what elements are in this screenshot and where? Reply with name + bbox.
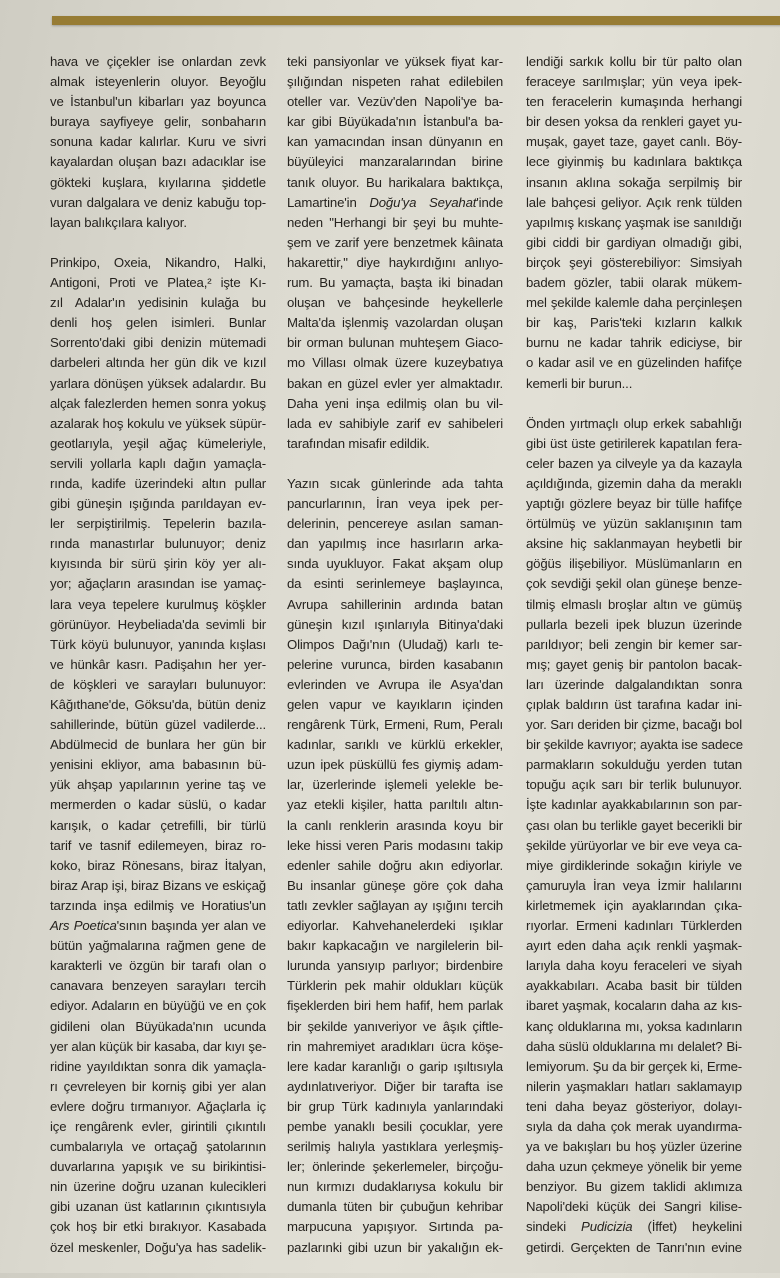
text-line: mo Villası olmak üzere kuzeybatıya	[287, 355, 503, 371]
text-line: ediyor. Adaların en büyüğü ve en çok	[50, 998, 266, 1014]
text-line: göğüs ilişebiliyor. Müslümanların en	[526, 556, 742, 572]
text-line: evlere doğru tırmanıyor. Ağaçlarla iç	[50, 1098, 266, 1114]
text-line: feraceye sarılmışlar; yün veya ipek-	[526, 74, 742, 90]
text-line: darbeleri altında her gün dik ve kızıl	[50, 355, 266, 371]
text-line: kan yamacından insan dünyanın en	[287, 134, 503, 150]
text-span: Lamartine'in	[287, 194, 370, 210]
header-rule	[52, 16, 780, 25]
text-line: sında uyukluyor. Fakat akşam olup	[287, 556, 503, 572]
text-line: bütün yağmalarına rağmen gene de	[50, 938, 266, 954]
text-line: biraz Arap işi, biraz Bizans ve eskiçağ	[50, 877, 266, 893]
text-line: Önden yırtmaçlı olup erkek sabahlığı	[526, 415, 742, 431]
text-line: Türklerin pek mahir oldukları küçük	[287, 978, 503, 994]
text-line: bir şekilde yanıveriyor ve âşık çiftle-	[287, 1018, 503, 1034]
text-line: ayakkabıları. Acaba basit bir tülden	[526, 978, 742, 994]
text-line: yaz etekli kişiler, hatta parıltılı altın-	[287, 797, 503, 813]
text-line: canavara benzeyen sarayları tercih	[50, 978, 266, 994]
text-line: insanın aklına sokağa serpilmiş bir	[526, 174, 742, 190]
italic-title: Pudicizia	[581, 1219, 633, 1235]
text-line: birçok şeyi gösterebiliyor: Simsiyah	[526, 254, 742, 270]
text-line: rıyorlar. Ermeni kadınları Türklerden	[526, 918, 742, 934]
text-line: larıyla daha koyu feraceleri ve siyah	[526, 958, 742, 974]
text-line: pelerine vurunca, birden kasabanın	[287, 656, 503, 672]
text-line: aksine hiç saklanmayan heybetli bir	[526, 536, 742, 552]
text-line: kadınlar, sarıklı ve kürklü erkekler,	[287, 737, 503, 753]
text-column-3	[526, 52, 742, 1278]
text-line: ler; önlerinde şekerlemeler, birçoğu-	[287, 1159, 503, 1175]
text-line: büyüleyici manzaralarından birine	[287, 154, 503, 170]
text-line: cumbalarıyla ve ortaçağ şatolarının	[50, 1139, 266, 1155]
text-span: sindeki	[526, 1219, 582, 1235]
text-line: Abdülmecid de bunlara her gün bir	[50, 737, 266, 753]
text-line: ya ve bakışları bu hoş yüzler üzerine	[526, 1139, 742, 1155]
text-line	[287, 193, 503, 213]
text-line: İşte kadınlar ayakkabılarının son par-	[526, 797, 742, 813]
text-line: pembe yanaklı besili çocuklar, yere	[287, 1118, 503, 1134]
text-line: bakan en güzel evler yer almaktadır.	[287, 375, 503, 391]
paragraph	[287, 52, 503, 454]
text-line: pancurlarının, İran veya ipek per-	[287, 496, 503, 512]
text-line: burnu ne kadar tahrik ediciyse, bir	[526, 335, 742, 351]
text-line: ibaret yaşmak, kocaların daha az kıs-	[526, 998, 742, 1014]
text-line: ve hünkâr kasrı. Padişahın her yer-	[50, 656, 266, 672]
text-line: denli hoş gelen isimleri. Bunlar	[50, 315, 266, 331]
text-line: la canlı renklerin arasında koyu bir	[287, 817, 503, 833]
text-line: kayalardan oluşan bazı adacıklar ise	[50, 154, 266, 170]
text-line: Sorrento'daki gibi denizin mütemadi	[50, 335, 266, 351]
paragraph	[526, 52, 742, 394]
text-line: şekilde yürüyorlar ve bir eve veya ca-	[526, 837, 742, 853]
text-line: neden "Herhangi bir şeyi bu muhte-	[287, 214, 503, 230]
text-line: bir şekilde kavrıyor; ayakta ise sadece	[526, 737, 743, 753]
text-span: 'sının başında yer alan ve	[116, 918, 266, 934]
text-line: rında, kadife üzerindeki altın pullar	[50, 475, 266, 491]
text-line: alçak falezlerden hemen sonra yokuş	[50, 395, 266, 411]
text-line: sıyla da daha çok merak uyandırma-	[526, 1118, 742, 1134]
text-line: oteller var. Vezüv'den Napoli'ye ba-	[287, 94, 503, 110]
text-line: uzun ipek püsküllü fes giymiş adam-	[287, 757, 503, 773]
text-line: aydınlatıveriyor. Diğer bir tarafta ise	[287, 1078, 503, 1094]
text-line: servili yollarla kaplı dağın yamaçla-	[50, 455, 266, 471]
text-line: örtülmüş ve yüzün saklanışının tam	[526, 516, 742, 532]
text-line: yük ahşap yapılarının yerine taş ve	[50, 777, 266, 793]
text-line: bakır kapkacağın ve nargilelerin bil-	[287, 938, 503, 954]
text-line: ler serpiştirilmiş. Tepelerin bazıla-	[50, 516, 266, 532]
text-column-1	[50, 52, 266, 1278]
text-line: mış; gayet geniş bir pantolon bacak-	[526, 656, 742, 672]
text-line: ediyorlar. Kahvehanelerdeki ışıklar	[287, 918, 503, 934]
text-line: getirdi. Gerçekten de Tanrı'nın evine	[526, 1239, 742, 1255]
text-column-2	[287, 52, 503, 1278]
text-line: da esinti serinlemeye başlayınca,	[287, 576, 503, 592]
paragraph	[287, 474, 503, 1258]
text-line: azalarak hoş kokulu ve yüksek süpür-	[50, 415, 266, 431]
text-line: sahillerinde, bütün güzel vadilerde...	[50, 717, 266, 733]
text-line: tarafından misafir edildik.	[287, 435, 430, 451]
text-line: lece giyinmiş bu kadınlara baktıkça	[526, 154, 742, 170]
text-line: teni daha beyaz gösteriyor, dolayı-	[526, 1098, 742, 1114]
text-line: bir kaş, Paris'teki kızların kalkık	[526, 315, 742, 331]
text-line: şem ve zarif yere benzetmek kâinata	[287, 234, 503, 250]
italic-title: Doğu'ya Seyahat	[369, 194, 477, 210]
text-line: kıyısında bir sürü şirin köy yer alı-	[50, 556, 266, 572]
text-line: parmakların sokulduğu yerden tutan	[526, 757, 742, 773]
text-span: (İffet) heykelini	[632, 1219, 743, 1235]
text-line: kemerli bir burun...	[526, 375, 633, 391]
text-line: çok hoş bir etki bırakıyor. Kasabada	[50, 1219, 266, 1235]
text-line: ayırt eden daha açık renkli yaşmak-	[526, 938, 742, 954]
text-line: güneşin kızıl ışınlarıyla Bitinya'daki	[287, 616, 503, 632]
text-line: rında manastırlar bulunuyor; deniz	[50, 536, 266, 552]
text-line: bir orman bulunan muhteşem Giaco-	[287, 335, 503, 351]
text-line: rin mahremiyet aradıkları ücra köşe-	[287, 1038, 503, 1054]
text-line: Antigoni, Proti ve Platea,² işte Kı-	[50, 275, 266, 291]
text-line: Daha yeni inşa edilmiş olan bu vil-	[287, 395, 503, 411]
text-line: yor. Sarı deriden bir çizme, bacağı bol	[526, 717, 742, 733]
text-line: ve İstanbul'un kibarları yaz boyunca	[50, 94, 266, 110]
text-line: o kadar asil ve en güzelinden hafifçe	[526, 355, 742, 371]
text-line: Napoli'deki küçük dei Sangri kilise-	[526, 1199, 742, 1215]
text-line: tarzında inşa edilmiş ve Horatius'un	[50, 897, 266, 913]
text-line: sonuna kadar kalırlar. Kuru ve sivri	[50, 134, 266, 150]
text-line: içe rengârenk evler, girintili çıkıntılı	[50, 1118, 266, 1134]
text-line: badem gözler, tabii olarak mükem-	[526, 275, 742, 291]
text-line: gidileni olan Büyükada'nın ucunda	[50, 1018, 266, 1034]
text-line: Kâğıthane'de, Göksu'da, bütün deniz	[50, 697, 266, 712]
text-line: leke hissi veren Paris modasını takip	[287, 837, 503, 853]
text-line: gibi güneşin ışığında parıldayan ev-	[50, 496, 266, 512]
text-line: parıldıyor; beli zengin bir kemer sar-	[526, 636, 742, 652]
text-line: lara veya tepelere kurulmuş köşkler	[50, 596, 266, 612]
text-line: tilmiş elmaslı broşlar altın ve gümüş	[526, 596, 742, 612]
text-line: yenisini ekliyor, ama babasının bü-	[50, 757, 266, 773]
text-line: çıplak baldırın üst tarafına kadar ini-	[526, 697, 742, 712]
text-line: evlerinden ve Avrupa ile Asya'dan	[287, 676, 503, 692]
italic-title: Ars Poetica	[50, 918, 117, 934]
text-line: kirletmemek için ayaklarından çıka-	[526, 897, 742, 913]
text-line: mel şekilde kalemle daha perçinleşen	[526, 295, 742, 311]
text-line: karışık, o kadar çetrefilli, bir türlü	[50, 817, 266, 833]
text-line: lemiyorum. Şu da bir gerçek ki, Erme-	[526, 1058, 742, 1074]
text-line: nilerin yaşmakları hatları saklamayıp	[526, 1078, 742, 1094]
text-line: pullarla bezeli ipek bluzun üzerinde	[526, 616, 742, 632]
text-line: gökteki kuşlara, kıyılarına şiddetle	[50, 174, 266, 190]
text-line: edenler sahile doğru akın ediyorlar.	[287, 857, 503, 873]
text-line: koko, biraz Rönesans, biraz İtalyan,	[50, 857, 266, 873]
text-line: gelen vapur ve kayıkların içinden	[287, 697, 503, 712]
text-line: celer bazen ya cilveyle ya da kazayla	[526, 455, 742, 471]
text-line: layan balıkçılara kalıyor.	[50, 214, 187, 230]
text-line: mermerden o kadar süslü, o kadar	[50, 797, 266, 813]
text-line: Yazın sıcak günlerinde ada tahta	[287, 475, 503, 491]
text-line: lada ev sahibiyle zarif ev sahibeleri	[287, 415, 503, 431]
text-line: marpucuna yapışıyor. Sırtında pa-	[287, 1219, 503, 1235]
text-line: nin üzerine doğru uzanan kulecikleri	[50, 1179, 266, 1195]
text-line: yapılmış kıskanç yaşmak ise sanıldığı	[526, 214, 742, 230]
text-line: oluşan ve bahçesinde heykellerle	[287, 295, 503, 311]
text-line: buraya sayfiyeye gelir, sonbaharın	[50, 114, 266, 130]
text-line: vuran dalgalara ve deniz kabuğu top-	[50, 194, 266, 210]
text-line: Avrupa sahillerinin ardında batan	[287, 596, 503, 612]
text-line: çamuruyla İran veya İzmir halılarını	[526, 877, 742, 893]
text-line: dumanla tüten bir çubuğun kehribar	[287, 1199, 503, 1215]
text-line: delerinin, pencereye asılan saman-	[287, 516, 503, 532]
text-line: pazlarınki gibi uzun bir yakalığın ek-	[287, 1239, 503, 1255]
text-line: yor; ağaçların arasından ise yamaç-	[50, 576, 266, 592]
text-line: Olimpos Dağı'nın (Uludağ) karlı te-	[287, 636, 503, 652]
text-line: daha süslü olduklarına mı delalet? Bi-	[526, 1038, 742, 1054]
text-line: duvarlarına yapışık ve su birikintisi-	[50, 1159, 266, 1175]
text-line	[50, 916, 266, 936]
text-line: lendiği sarkık kollu bir tür palto olan	[526, 54, 742, 69]
text-line: ları üzerinde dalgalandıktan sonra	[526, 676, 742, 692]
text-line: lale bahçesi geliyor. Açık renk tülden	[526, 194, 742, 210]
text-line: zıl Adalar'ın yedisinin kulağa bu	[50, 295, 266, 311]
text-line: yaptığı gözlere beyaz bir tülle hafifçe	[526, 496, 742, 512]
text-line: özel meskenler, Doğu'ya has sadelik-	[50, 1239, 266, 1255]
text-line: muşak, gayet taze, gayet canlı. Böy-	[526, 134, 742, 150]
text-line: kanç olduklarına mı, yoksa kadınların	[526, 1018, 742, 1034]
text-line: ridine yayıldıktan sonra dik yamaçla-	[50, 1058, 266, 1074]
text-line: dan yapılmış ince hasırların arka-	[287, 536, 503, 552]
text-line: çası olan bu terlikle gayet becerikli bir	[526, 817, 742, 833]
paragraph	[50, 253, 266, 1258]
text-line: kar gibi Büyükada'nın İstanbul'a ba-	[287, 114, 503, 130]
text-line: geotlarıyla, yeşil ağaç kümeleriyle,	[50, 435, 266, 451]
text-line: teki pansiyonlar ve yüksek fiyat kar-	[287, 54, 503, 69]
text-line: rum. Bu yamaçta, başta iki binadan	[287, 275, 503, 291]
text-line: serilmiş halıyla yastıklara yerleşmiş-	[287, 1139, 503, 1155]
text-span: 'inde	[476, 194, 503, 210]
text-line: karakterli ve özgün bir tarafı olan o	[50, 958, 266, 974]
text-line: almak isteyenlerin oluyor. Beyoğlu	[50, 74, 266, 90]
text-line: gibi üst üste getirilerek kapatılan fera-	[526, 435, 742, 451]
text-line: hava ve çiçekler ise onlardan zevk	[50, 54, 266, 69]
text-line: fişeklerden biri hem hafif, hem parlak	[287, 998, 503, 1014]
paragraph	[526, 414, 742, 1258]
text-line: miye girdiklerinde sokağın kiriyle ve	[526, 857, 742, 873]
text-line: daha uzun çekmeye yönelik bir yeme	[526, 1159, 742, 1175]
text-line: lar, üzerlerinde işlemeli yelekle be-	[287, 777, 503, 793]
text-line: ten feracelerin kumaşında herhangi	[526, 94, 742, 110]
text-line: bir grup Türk kadınıyla yanlarındaki	[287, 1098, 503, 1114]
text-line: tanık oluyor. Bu harikalara baktıkça,	[287, 174, 503, 190]
text-line: açıldığında, gizemin daha da meraklı	[526, 475, 742, 491]
text-line: tatlı zevkler sağlayan ay ışığını tercih	[287, 897, 503, 913]
text-line: yarlara dönüşen yüksek adalardır. Bu	[50, 375, 266, 391]
text-line: lurunda yansıyıp parlıyor; birdenbire	[287, 958, 503, 974]
text-line: rengârenk Türk, Ermeni, Rum, Peralı	[287, 717, 503, 733]
text-line: görünüyor. Heybeliada'da sevimli bir	[50, 616, 266, 632]
text-line: lere kadar karanlığı o garip ışıltısıyla	[287, 1058, 503, 1074]
text-line: hakarettir," diye haykırdığını anlıyo-	[287, 254, 503, 270]
text-line: rı çevreleyen bir korniş gibi yer alan	[50, 1078, 266, 1094]
text-line: şılığından nispeten rahat edilebilen	[287, 74, 503, 90]
text-line: bir desen yoksa da renkleri gayet yu-	[526, 114, 742, 130]
text-line: Türk köyü bulunuyor, yanında kışlası	[50, 636, 266, 652]
text-line: de köşkleri ve sarayları bulunuyor:	[50, 676, 266, 692]
text-line: tarif ve tasnif edilemeyen, biraz ro-	[50, 837, 266, 853]
text-line: Bu insanlar güneşe göre çok daha	[287, 877, 503, 893]
text-line: Prinkipo, Oxeia, Nikandro, Halki,	[50, 254, 266, 270]
paragraph	[50, 52, 266, 233]
text-line: benziyor. Bu gizem taklidi aklımıza	[526, 1179, 742, 1195]
text-line: gibi uzanan üst katlarının çıkıntısıyla	[50, 1199, 266, 1215]
text-line: topuğu açık sarı bir terlik bulunuyor.	[526, 777, 742, 793]
text-line: Malta'da işlenmiş vazolardan oluşan	[287, 315, 503, 331]
text-line: yer alan küçük bir kasaba, dar kıyı şe-	[50, 1038, 267, 1054]
text-line: nun kırmızı dudaklarıysa kokulu bir	[287, 1179, 503, 1195]
text-line: çok sevdiği şekil olan güneşe benze-	[526, 576, 742, 592]
text-line: gibi ciddi bir gardiyan olmadığı gibi,	[526, 234, 742, 250]
text-line	[526, 1217, 742, 1237]
